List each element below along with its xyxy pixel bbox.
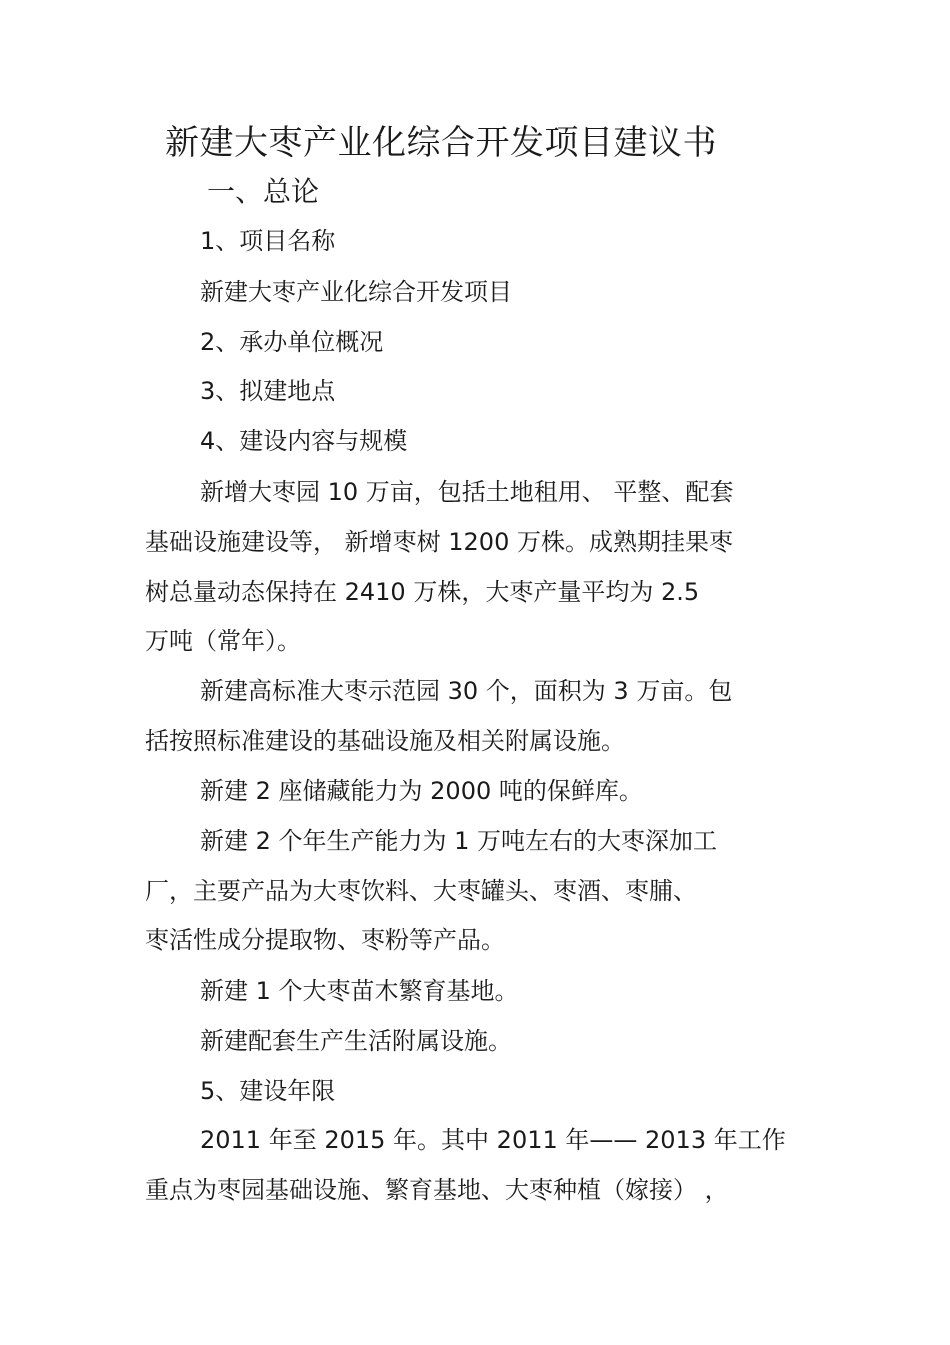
paragraph-line: 万吨（常年）。	[145, 627, 301, 655]
paragraph-line: 括按照标准建设的基础设施及相关附属设施。	[145, 727, 625, 755]
paragraph-line: 重点为枣园基础设施、繁育基地、大枣种植（嫁接） ，	[145, 1176, 729, 1204]
paragraph-line: 新建大枣产业化综合开发项目	[200, 278, 512, 306]
paragraph-line: 枣活性成分提取物、枣粉等产品。	[145, 926, 505, 954]
paragraph-line: 2011 年至 2015 年。其中 2011 年—— 2013 年工作	[200, 1126, 786, 1154]
item-heading-period: 5、建设年限	[200, 1077, 336, 1105]
paragraph-line: 新建配套生产生活附属设施。	[200, 1027, 512, 1055]
paragraph-line: 新增大枣园 10 万亩，包括土地租用、 平整、配套	[200, 478, 734, 506]
paragraph-line: 新建 2 个年生产能力为 1 万吨左右的大枣深加工	[200, 827, 718, 855]
document-title: 新建大枣产业化综合开发项目建议书	[165, 123, 717, 163]
paragraph-line: 基础设施建设等， 新增枣树 1200 万株。成熟期挂果枣	[145, 528, 733, 556]
section-heading: 一、总论	[207, 175, 320, 208]
paragraph-line: 树总量动态保持在 2410 万株，大枣产量平均为 2.5	[145, 578, 700, 606]
paragraph-line: 厂，主要产品为大枣饮料、大枣罐头、枣酒、枣脯、	[145, 877, 697, 905]
item-heading-content-scale: 4、建设内容与规模	[200, 427, 408, 455]
item-heading-project-name: 1、项目名称	[200, 227, 336, 255]
paragraph-line: 新建 2 座储藏能力为 2000 吨的保鲜库。	[200, 777, 643, 805]
item-heading-location: 3、拟建地点	[200, 377, 336, 405]
item-heading-organizer: 2、承办单位概况	[200, 328, 384, 356]
paragraph-line: 新建高标准大枣示范园 30 个，面积为 3 万亩。包	[200, 677, 733, 705]
paragraph-line: 新建 1 个大枣苗木繁育基地。	[200, 977, 519, 1005]
